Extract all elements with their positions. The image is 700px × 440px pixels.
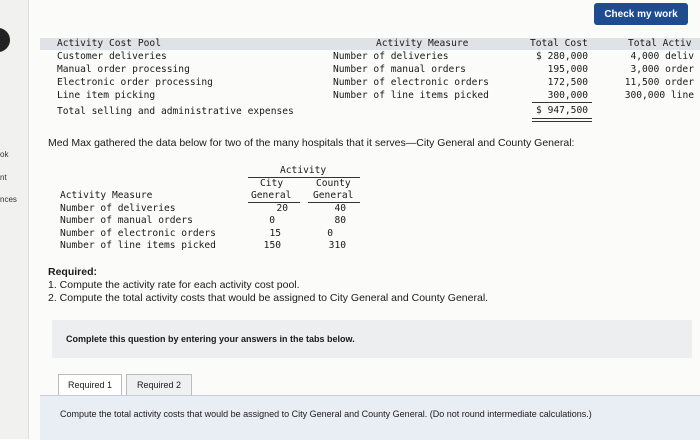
activity-row-city: 20 (276, 203, 288, 214)
instructions-text: Complete this question by entering your answers in the tabs below. (66, 334, 355, 344)
required-heading: Required: (48, 266, 98, 278)
pool-name: Line item picking (57, 90, 156, 101)
pool-measure: Number of electronic orders (333, 77, 489, 88)
activity-row-label: Number of deliveries (60, 203, 176, 214)
activity-row-county: 0 (327, 228, 333, 239)
pool-activity: 3,000 order (630, 64, 694, 75)
col-header-pool: Activity Cost Pool (57, 38, 161, 49)
activity-table-title: Activity (280, 165, 327, 176)
total-expenses-label: Total selling and administrative expenses (57, 106, 294, 117)
required-item-1: 1. Compute the activity rate for each activity cost pool. (48, 279, 300, 291)
activity-row-label: Number of manual orders (60, 215, 193, 226)
col-county-line1: County (316, 178, 351, 189)
col-city-line2: General (251, 190, 292, 201)
left-sidebar (0, 0, 29, 439)
total-rule-2 (532, 121, 592, 122)
activity-measure-header: Activity Measure (60, 190, 153, 201)
pool-activity: 300,000 line (624, 90, 694, 101)
check-my-work-button[interactable]: Check my work (594, 3, 688, 25)
sidebar-item-ok[interactable]: ok (0, 150, 9, 159)
pool-cost: 172,500 (547, 77, 588, 88)
col-header-total-cost: Total Cost (530, 38, 588, 49)
pool-activity: 11,500 order (624, 77, 694, 88)
sidebar-item-references[interactable]: nces (0, 195, 17, 204)
pool-activity: 4,000 deliv (630, 51, 694, 62)
col-header-measure: Activity Measure (376, 38, 469, 49)
pool-cost: $ 280,000 (536, 51, 588, 62)
pool-measure: Number of deliveries (333, 51, 449, 62)
pool-name: Electronic order processing (57, 77, 213, 88)
pool-measure: Number of manual orders (333, 64, 466, 75)
col-city-line1: City (260, 178, 284, 189)
pool-cost: 300,000 (547, 90, 588, 101)
col-header-total-activity: Total Activ (628, 38, 692, 49)
subtotal-rule (532, 102, 592, 103)
activity-row-city: 0 (269, 215, 275, 226)
total-expenses-value: $ 947,500 (536, 105, 588, 116)
activity-row-label: Number of line items picked (60, 240, 216, 251)
tab-required-2[interactable]: Required 2 (126, 374, 192, 396)
activity-row-city: 15 (269, 228, 281, 239)
pool-name: Manual order processing (57, 64, 190, 75)
activity-row-label: Number of electronic orders (60, 228, 216, 239)
required-item-2: 2. Compute the total activity costs that would be assigned to City General and County General. (48, 292, 489, 304)
activity-row-county: 310 (328, 240, 346, 251)
instruction-text: Compute the total activity costs that would be assigned to City General and County General. (Do not round intermediate calculations.) (60, 409, 592, 419)
pool-name: Customer deliveries (57, 51, 167, 62)
activity-row-county: 80 (334, 215, 346, 226)
pool-measure: Number of line items picked (333, 90, 489, 101)
activity-row-city: 150 (263, 240, 281, 251)
pool-cost: 195,000 (547, 64, 588, 75)
tab-required-1[interactable]: Required 1 (58, 374, 122, 396)
activity-row-county: 40 (334, 203, 346, 214)
intro-text: Med Max gathered the data below for two of the many hospitals that it serves—City General and County General: (48, 137, 575, 149)
total-rule-1 (532, 118, 592, 119)
sidebar-item-nt[interactable]: nt (0, 173, 7, 182)
col-county-line2: General (313, 190, 354, 201)
